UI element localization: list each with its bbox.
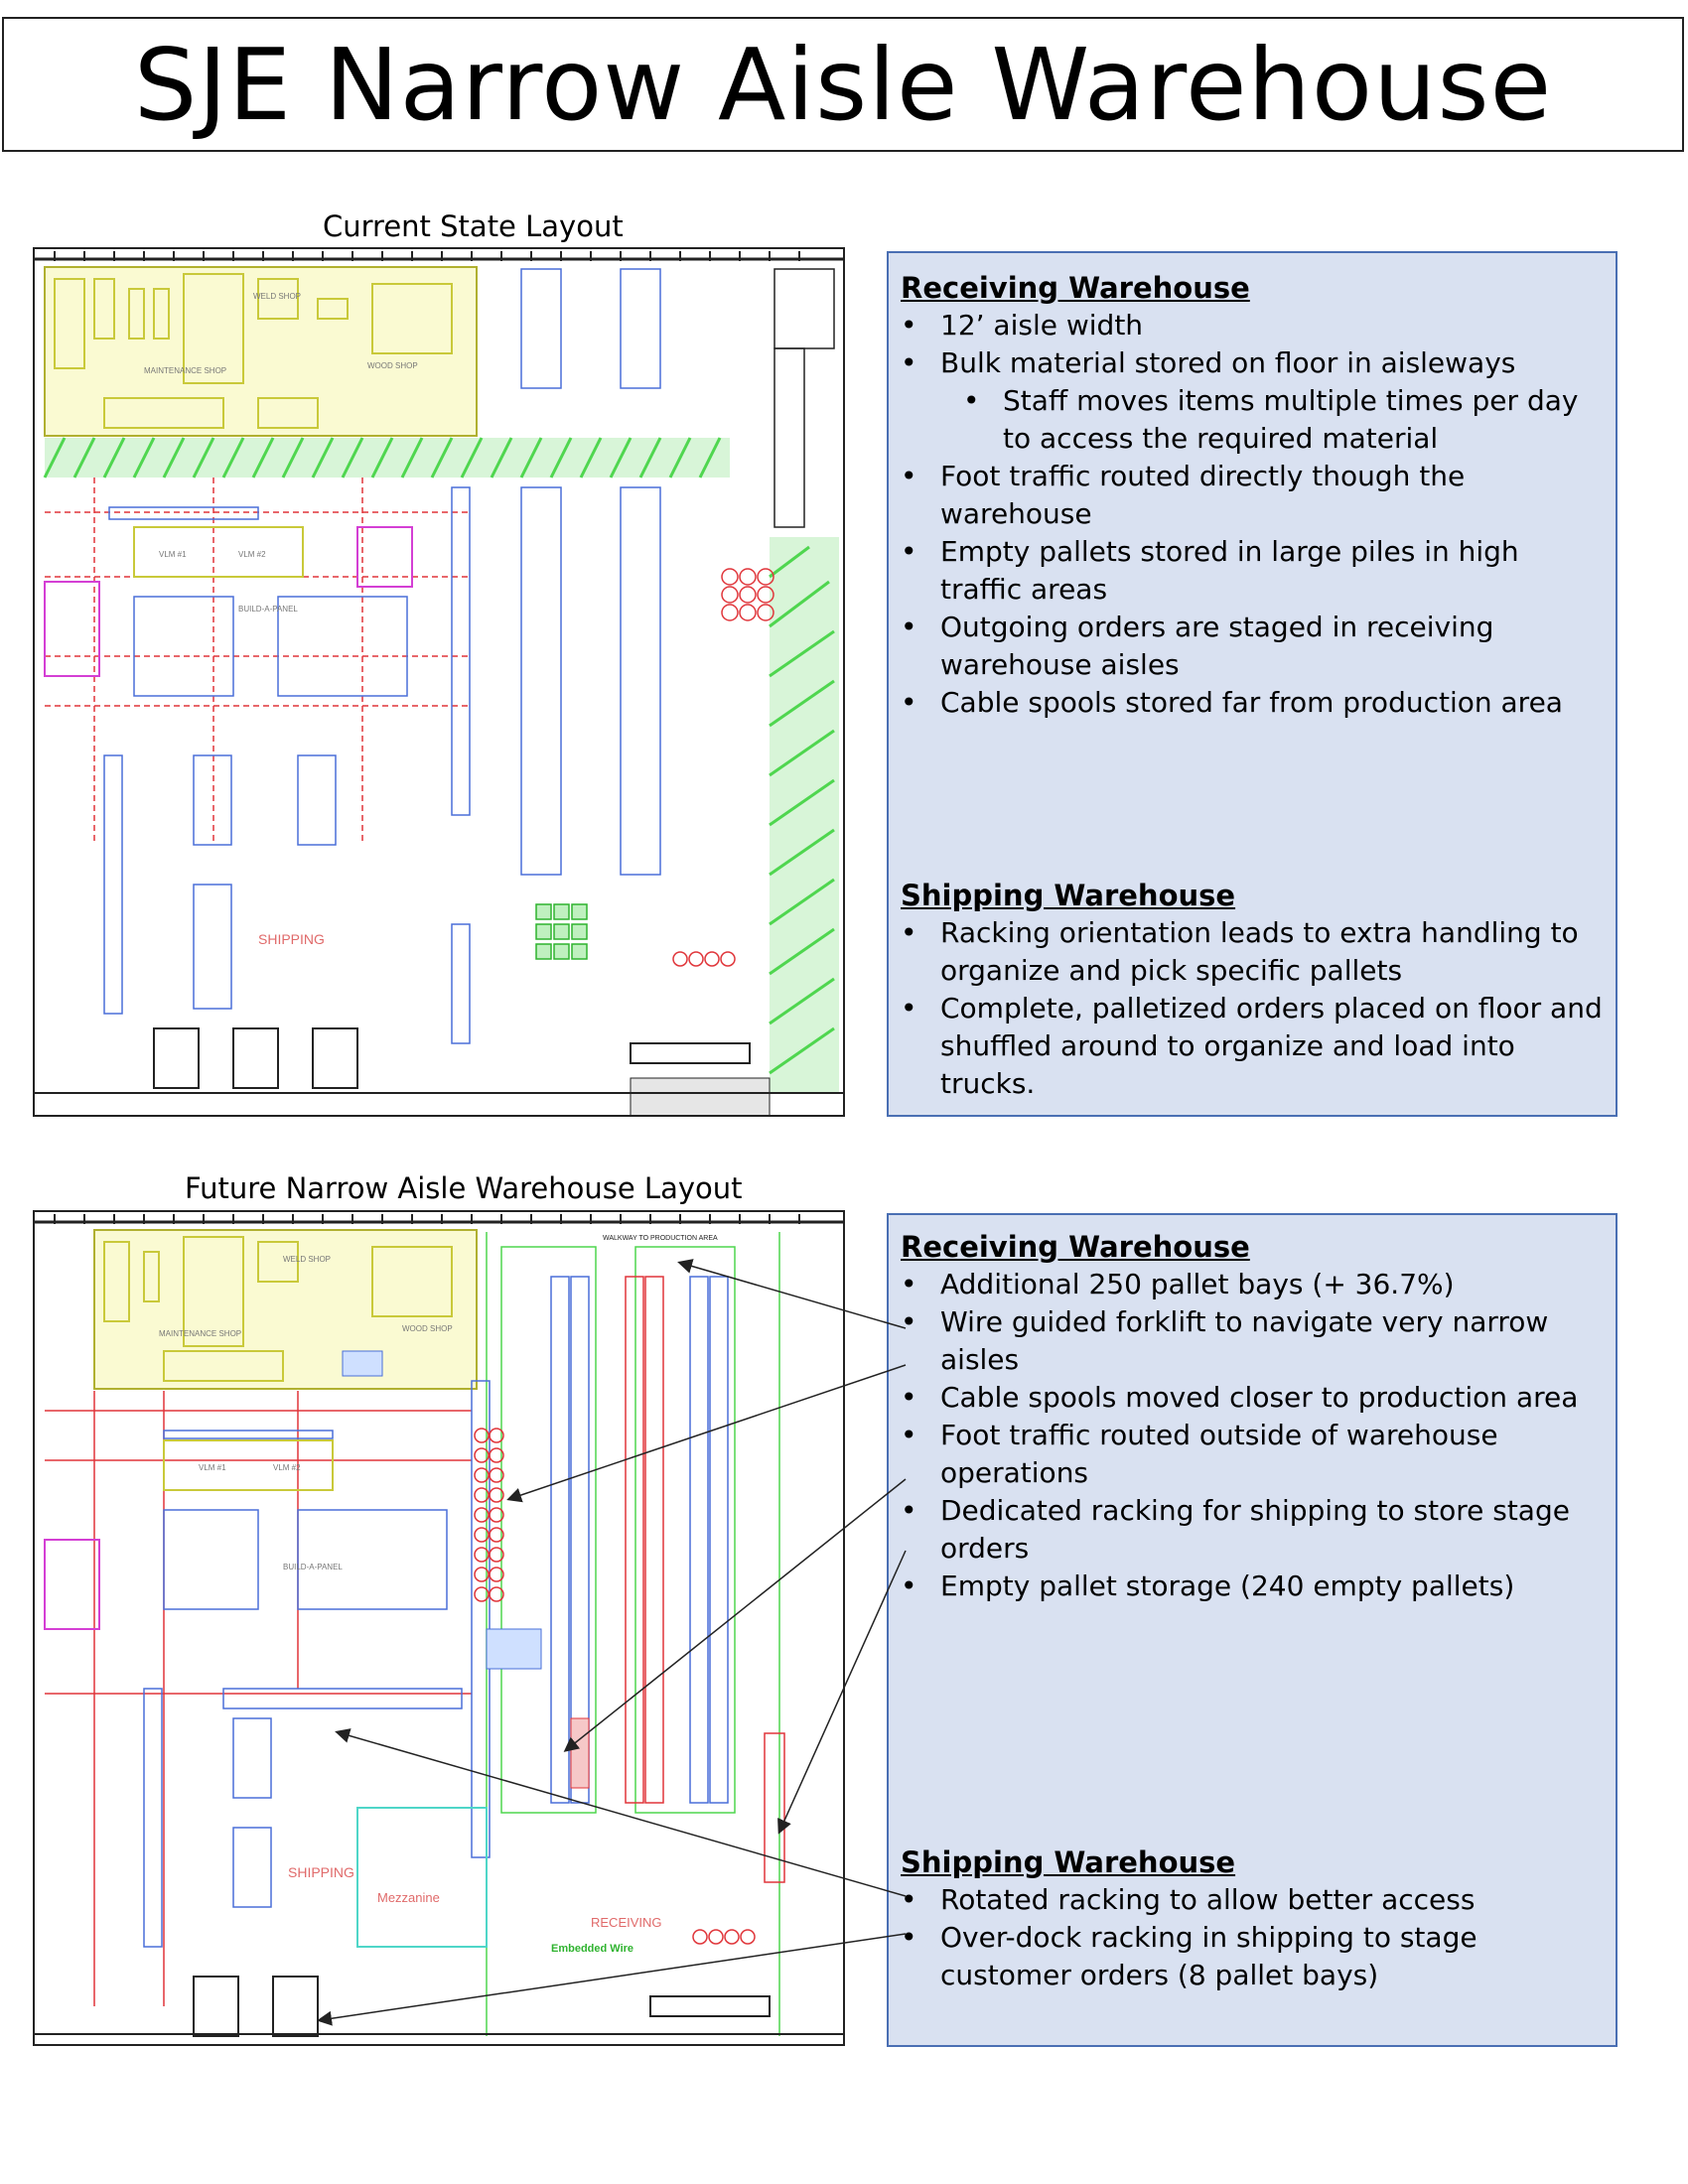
weld-shop-label: WELD SHOP xyxy=(253,292,302,301)
receiving-area-label: RECEIVING xyxy=(591,1915,662,1930)
list-item: • Rotated racking to allow better access xyxy=(901,1881,1606,1919)
current-receiving-heading: Receiving Warehouse xyxy=(901,271,1250,305)
list-item: • Outgoing orders are staged in receiving warehouse aisles xyxy=(901,609,1606,684)
list-item: • Cable spools stored far from production area xyxy=(901,684,1606,722)
title-box xyxy=(2,17,1684,152)
embedded-wire-label: Embedded Wire xyxy=(551,1943,634,1955)
walkway-label: WALKWAY TO PRODUCTION AREA xyxy=(603,1235,718,1242)
maintenance-shop-label: MAINTENANCE SHOP xyxy=(144,366,227,375)
future-vlm1-label: VLM #1 xyxy=(199,1463,226,1472)
current-shipping-heading: Shipping Warehouse xyxy=(901,879,1236,912)
future-weld-shop-label: WELD SHOP xyxy=(283,1255,332,1264)
list-item: • Additional 250 pallet bays (+ 36.7%) xyxy=(901,1266,1606,1303)
list-item: • Wire guided forklift to navigate very narrow aisles xyxy=(901,1303,1606,1379)
page-title: SJE Narrow Aisle Warehouse xyxy=(133,26,1553,143)
list-item: • Staff moves items multiple times per day to access the required material xyxy=(901,382,1606,458)
list-item: • Dedicated racking for shipping to store stage orders xyxy=(901,1492,1606,1568)
future-vlm2-label: VLM #2 xyxy=(273,1463,301,1472)
wood-shop-label: WOOD SHOP xyxy=(367,361,418,370)
list-item: • Complete, palletized orders placed on floor and shuffled around to organize and load into trucks. xyxy=(901,990,1606,1103)
future-receiving-heading: Receiving Warehouse xyxy=(901,1230,1250,1264)
future-maintenance-shop-label: MAINTENANCE SHOP xyxy=(159,1329,242,1338)
current-receiving-section xyxy=(901,271,1606,722)
future-wood-shop-label: WOOD SHOP xyxy=(402,1324,453,1333)
current-floor-plan xyxy=(33,247,845,1117)
build-a-panel-label: BUILD-A-PANEL xyxy=(238,605,298,614)
vlm1-label: VLM #1 xyxy=(159,550,187,559)
future-receiving-section xyxy=(901,1230,1606,1605)
list-item: • 12’ aisle width xyxy=(901,307,1606,344)
future-build-a-panel-label: BUILD-A-PANEL xyxy=(283,1563,343,1571)
vlm2-label: VLM #2 xyxy=(238,550,266,559)
future-shipping-heading: Shipping Warehouse xyxy=(901,1845,1236,1879)
current-layout-label: Current State Layout xyxy=(323,209,624,243)
current-floor-plan-drawing xyxy=(35,249,845,1117)
future-notes-panel xyxy=(887,1213,1618,2047)
future-shipping-area-label: SHIPPING xyxy=(288,1864,354,1880)
future-floor-plan xyxy=(33,1210,845,2046)
future-layout-label: Future Narrow Aisle Warehouse Layout xyxy=(185,1171,743,1205)
list-item: • Empty pallets stored in large piles in high traffic areas xyxy=(901,533,1606,609)
list-item: • Over-dock racking in shipping to stage customer orders (8 pallet bays) xyxy=(901,1919,1606,1994)
list-item: • Empty pallet storage (240 empty pallets) xyxy=(901,1568,1606,1605)
current-shipping-section xyxy=(901,879,1606,1103)
current-notes-panel xyxy=(887,251,1618,1117)
mezzanine-label: Mezzanine xyxy=(377,1890,440,1905)
future-floor-plan-drawing xyxy=(35,1212,845,2046)
list-item: • Racking orientation leads to extra handling to organize and pick specific pallets xyxy=(901,914,1606,990)
list-item: • Cable spools moved closer to production area xyxy=(901,1379,1606,1417)
list-item: • Foot traffic routed directly though the warehouse xyxy=(901,458,1606,533)
shipping-area-label: SHIPPING xyxy=(258,931,325,947)
future-shipping-section xyxy=(901,1845,1606,1994)
list-item: • Foot traffic routed outside of warehouse operations xyxy=(901,1417,1606,1492)
list-item: • Bulk material stored on floor in aisleways xyxy=(901,344,1606,382)
